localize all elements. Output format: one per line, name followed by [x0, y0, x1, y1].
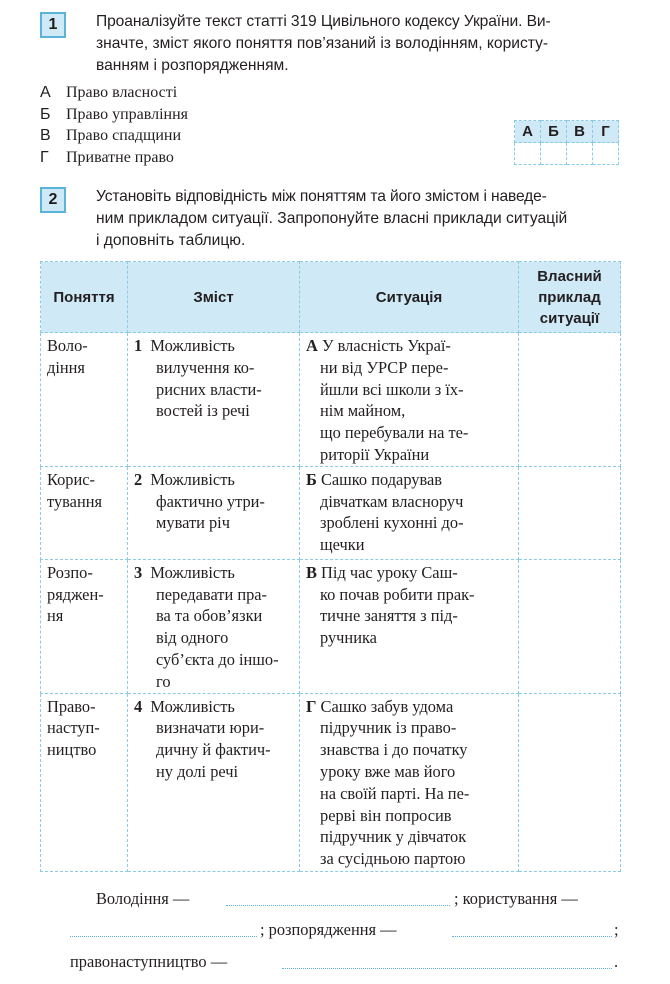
- answer-grid: [514, 120, 619, 165]
- content-number: 4: [134, 696, 143, 716]
- concept-cell: [41, 333, 128, 467]
- content-cell: [128, 466, 300, 559]
- task-2-number: 2: [40, 187, 66, 213]
- cell-text: ництво: [47, 740, 97, 760]
- option-letter: В: [40, 127, 51, 144]
- answer-cell-b[interactable]: [541, 143, 567, 165]
- cell-text: тування: [47, 491, 103, 511]
- task-1-number: 1: [40, 12, 66, 38]
- cell-text: [134, 562, 293, 584]
- cell-text: визначати юри-: [156, 718, 265, 738]
- fill-end: .: [614, 952, 619, 971]
- task-1-line: ванням і розпорядженням.: [96, 57, 289, 74]
- situation-cell: [300, 559, 519, 693]
- cell-text: ва та обов’язки: [156, 606, 263, 626]
- option-text: Право власності: [66, 84, 178, 101]
- cell-text: дівчаткам власноруч: [320, 491, 464, 511]
- cell-text: фактично утри-: [156, 491, 265, 511]
- answer-grid-letter: В: [567, 121, 593, 143]
- situation-letter: Г: [306, 696, 317, 716]
- fill-label-disposal: ; розпорядження —: [260, 920, 397, 939]
- cell-text: ни від УРСР пере-: [320, 357, 449, 377]
- concept-cell: [41, 466, 128, 559]
- situation-letter: Б: [306, 469, 317, 489]
- cell-text: Сашко подарував: [320, 469, 443, 489]
- task-2-line: Установіть відповідність між поняттям та його змістом і наведе-: [96, 188, 547, 205]
- cell-text: Розпо-: [47, 562, 93, 582]
- cell-text: нім майном,: [320, 401, 406, 421]
- task-1-line: значте, зміст якого поняття пов’язаний із володінням, користу-: [96, 35, 549, 52]
- cell-text: Можливість: [150, 336, 235, 355]
- cell-text: [306, 335, 512, 357]
- content-number: 2: [134, 469, 143, 489]
- fill-label-use: ; користування —: [454, 889, 578, 908]
- header-concept: Поняття: [41, 262, 128, 333]
- cell-text: ну долі речі: [156, 761, 239, 781]
- cell-text: дичну й фактич-: [156, 740, 271, 760]
- answer-cell-d[interactable]: [593, 143, 619, 165]
- cell-text: Можливість: [150, 696, 235, 716]
- cell-text: передавати пра-: [156, 584, 268, 604]
- own-example-cell[interactable]: [519, 466, 621, 559]
- cell-text: підручник із право-: [320, 718, 457, 738]
- fill-blank-use[interactable]: [70, 935, 257, 937]
- header-situation: Ситуація: [300, 262, 519, 333]
- cell-text: рерві він попросив: [320, 805, 452, 825]
- content-cell: [128, 333, 300, 467]
- answer-grid-letter: А: [515, 121, 541, 143]
- cell-text: підручник у дівчаток: [320, 827, 467, 847]
- cell-text: щечки: [320, 535, 365, 555]
- cell-text: за сусідньою партою: [320, 849, 466, 869]
- cell-text: зроблені кухонні до-: [320, 513, 464, 533]
- situation-letter: В: [306, 562, 317, 582]
- cell-text: востей із речі: [156, 401, 250, 421]
- content-cell: [128, 559, 300, 693]
- cell-text: мувати річ: [156, 513, 230, 533]
- own-example-cell[interactable]: [519, 333, 621, 467]
- own-example-cell[interactable]: [519, 559, 621, 693]
- situation-cell: [300, 466, 519, 559]
- cell-text: Сашко забув удома: [320, 696, 454, 716]
- cell-text: Корис-: [47, 469, 96, 489]
- cell-text: вилучення ко-: [156, 357, 255, 377]
- cell-text: від одного: [156, 628, 229, 648]
- cell-text: Воло-: [47, 336, 88, 355]
- fill-blank-disposal[interactable]: [452, 935, 612, 937]
- fill-label-ownership: Володіння —: [96, 889, 190, 908]
- cell-text: йшли всі школи з їх-: [320, 379, 464, 399]
- task-2-line: ним прикладом ситуації. Запропонуйте власні приклади ситуацій: [96, 210, 568, 227]
- cell-text: [306, 469, 512, 491]
- cell-text: Під час уроку Саш-: [321, 562, 458, 582]
- cell-text: ручника: [320, 628, 377, 648]
- cell-text: го: [156, 671, 171, 691]
- cell-text: тичне заняття з під-: [320, 606, 458, 626]
- cell-text: Право-: [47, 696, 96, 716]
- task-1-text: [96, 11, 620, 77]
- answer-grid-letter: Б: [541, 121, 567, 143]
- cell-text: [134, 469, 293, 491]
- matching-table: [40, 261, 621, 872]
- table-row: [41, 466, 621, 559]
- cell-text: наступ-: [47, 718, 100, 738]
- concept-cell: [41, 693, 128, 871]
- cell-text: ряджен-: [47, 584, 104, 604]
- cell-text: Можливість: [150, 562, 235, 582]
- cell-text: ко почав робити прак-: [320, 584, 475, 604]
- cell-text: [306, 696, 512, 718]
- option-text: Право спадщини: [66, 127, 182, 144]
- cell-text: на своїй парті. На пе-: [320, 783, 470, 803]
- cell-text: ня: [47, 606, 64, 626]
- content-number: 3: [134, 562, 143, 582]
- cell-text: [306, 562, 512, 584]
- content-number: 1: [134, 336, 143, 355]
- task-1-line: Проаналізуйте текст статті 319 Цивільного кодексу України. Ви-: [96, 13, 551, 30]
- cell-text: що перебували на те-: [320, 423, 469, 443]
- table-row: [41, 693, 621, 871]
- cell-text: [134, 335, 293, 357]
- cell-text: Можливість: [150, 469, 235, 489]
- option-letter: А: [40, 84, 51, 101]
- task-2-line: і доповніть таблицю.: [96, 232, 246, 249]
- cell-text: У власність Украї-: [321, 336, 451, 355]
- concept-cell: [41, 559, 128, 693]
- situation-cell: [300, 333, 519, 467]
- table-row: [41, 559, 621, 693]
- cell-text: уроку вже мав його: [320, 761, 456, 781]
- situation-cell: [300, 693, 519, 871]
- answer-cell-a[interactable]: [515, 143, 541, 165]
- answer-cell-c[interactable]: [567, 143, 593, 165]
- cell-text: знавства і до початку: [320, 740, 468, 760]
- fill-blank-succession[interactable]: [282, 967, 612, 969]
- situation-letter: А: [306, 336, 318, 355]
- cell-text: діння: [47, 357, 85, 377]
- cell-text: рисних власти-: [156, 379, 262, 399]
- option-letter: Г: [40, 149, 49, 166]
- option-text: Право управління: [66, 106, 189, 123]
- fill-blank-ownership[interactable]: [226, 904, 450, 906]
- option-letter: Б: [40, 106, 51, 123]
- cell-text: [134, 696, 293, 718]
- fill-label-succession: правонаступництво —: [70, 952, 228, 971]
- option-text: Приватне право: [66, 149, 174, 166]
- header-content: Зміст: [128, 262, 300, 333]
- task-2-text: [96, 186, 620, 252]
- header-own-example: Власний приклад ситуації: [519, 262, 621, 333]
- cell-text: риторії України: [320, 444, 430, 464]
- cell-text: суб’єкта до іншо-: [156, 649, 279, 669]
- own-example-cell[interactable]: [519, 693, 621, 871]
- answer-grid-letter: Г: [593, 121, 619, 143]
- fill-semicolon: ;: [614, 920, 619, 939]
- table-row: [41, 333, 621, 467]
- content-cell: [128, 693, 300, 871]
